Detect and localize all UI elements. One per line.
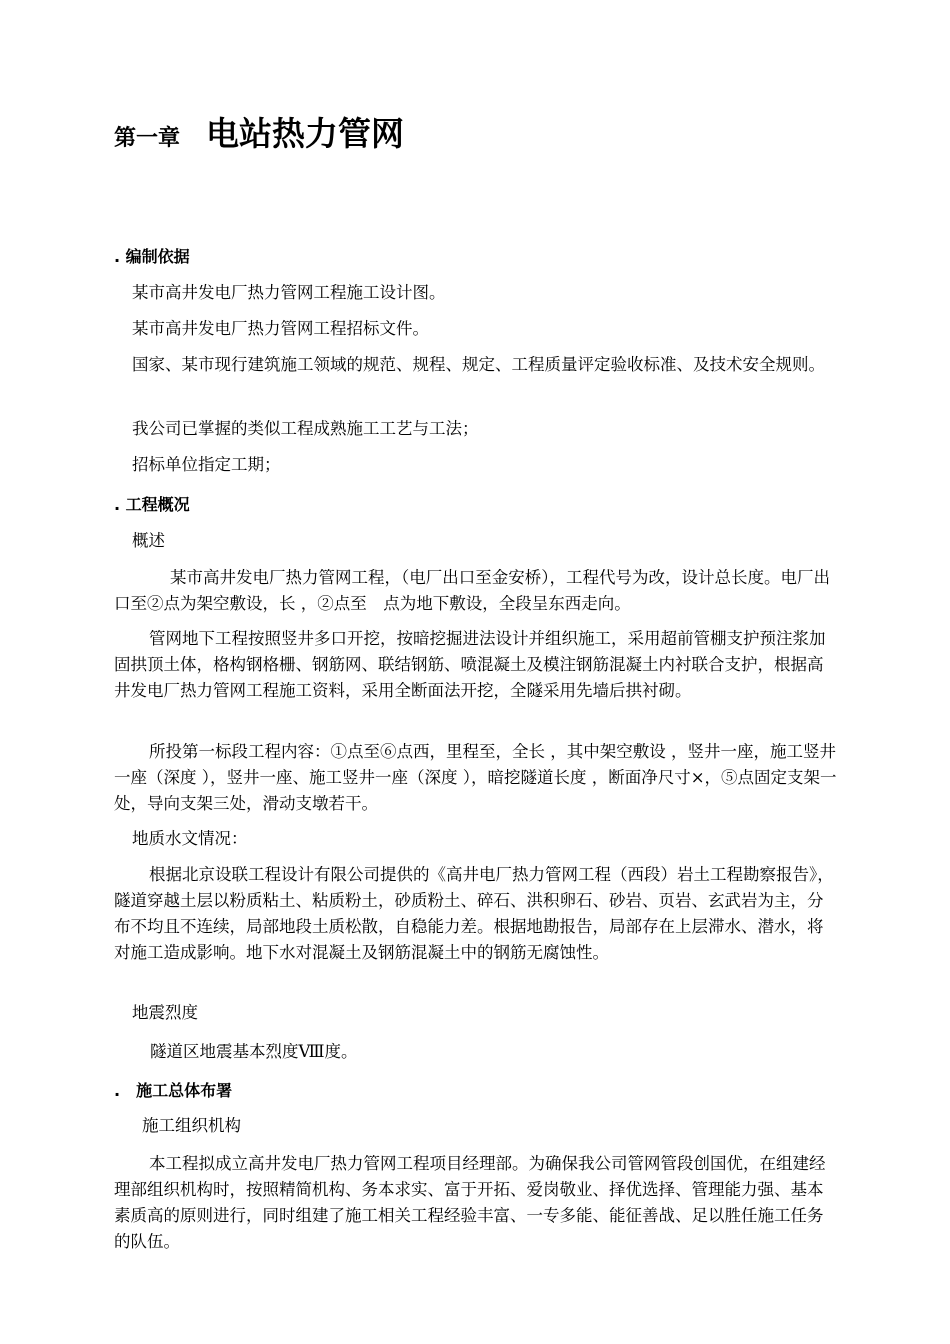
seismic-text: 隧道区地震基本烈度Ⅷ度。 bbox=[150, 1042, 358, 1061]
hydrogeology-paragraph: 根据北京设联工程设计有限公司提供的《高井电厂热力管网工程（西段）岩土工程勘察报告》，隧道穿越土层以粉质粘土、粘质粉土，砂质粉土、碎石、洪积卵石、砂岩、页岩、玄武岩为主，分布不均且不连续，局部地段土质松散，自稳能力差。根据地勘报告，局部存在上层滞水、潜水，将对施工造成影响。地下水对混凝土及钢筋混凝土中的钢筋无腐蚀性。 bbox=[114, 865, 834, 962]
basis-standards-paragraph: 国家、某市现行建筑施工领域的规范、规程、规定、工程质量评定验收标准、及技术安全规则。 bbox=[132, 355, 825, 374]
section-heading-overview: . 工程概况 bbox=[114, 495, 190, 514]
seismic-label: 地震烈度 bbox=[132, 1003, 198, 1022]
basis-item-4: 招标单位指定工期； bbox=[132, 455, 281, 474]
chapter-heading bbox=[114, 108, 404, 155]
section-heading-basis: . 编制依据 bbox=[114, 247, 190, 266]
organization-paragraph: 本工程拟成立高井发电厂热力管网工程项目经理部。为确保我公司管网管段创国优，在组建经理部组织机构时，按照精简机构、务本求实、富于开拓、爱岗敬业、择优选择、管理能力强、基本素质高的原则进行，同时组建了施工相关工程经验丰富、一专多能、能征善战、足以胜任施工任务的队伍。 bbox=[114, 1154, 826, 1251]
organization-label: 施工组织机构 bbox=[142, 1116, 241, 1135]
basis-item-2: 某市高井发电厂热力管网工程招标文件。 bbox=[132, 319, 429, 338]
section-heading-deployment: . 施工总体布署 bbox=[114, 1081, 233, 1100]
overview-paragraph-3: 所投第一标段工程内容：①点至⑥点西，里程至，全长 ，其中架空敷设 ，竖井一座，施工竖井一座（深度 ），竖井一座、施工竖井一座（深度 ），暗挖隧道长度 ，断面净尺寸×，⑤点固定支架一处，导向支架三处，滑动支墩若干。 bbox=[114, 742, 837, 813]
basis-item-3: 我公司已掌握的类似工程成熟施工工艺与工法； bbox=[132, 419, 479, 438]
chapter-title: 电站热力管网 bbox=[206, 114, 405, 153]
basis-item-1: 某市高井发电厂热力管网工程施工设计图。 bbox=[132, 283, 446, 302]
overview-paragraph-2: 管网地下工程按照竖井多口开挖，按暗挖掘进法设计并组织施工，采用超前管棚支护预注浆加固拱顶土体，格构钢格栅、钢筋网、联结钢筋、喷混凝土及模注钢筋混凝土内衬联合支护，根据高井发电厂热力管网工程施工资料，采用全断面法开挖，全隧采用先墙后拱衬砌。 bbox=[114, 629, 826, 700]
overview-label: 概述 bbox=[132, 531, 165, 550]
hydrogeology-label: 地质水文情况： bbox=[132, 829, 248, 848]
overview-paragraph-1: 某市高井发电厂热力管网工程，（电厂出口至金安桥），工程代号为改，设计总长度。电厂出口至②点为架空敷设，长 ，②点至 点为地下敷设，全段呈东西走向。 bbox=[114, 568, 830, 613]
chapter-number: 第一章 bbox=[114, 126, 181, 151]
